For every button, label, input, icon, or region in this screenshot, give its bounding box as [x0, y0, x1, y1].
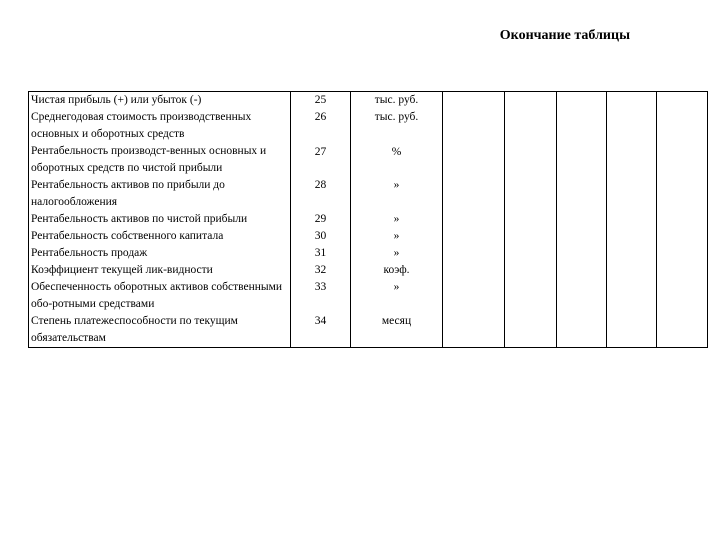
- data-cell: [505, 313, 557, 348]
- indicator-code: 33: [291, 279, 351, 313]
- data-cell: [607, 262, 657, 279]
- table-row: [29, 279, 708, 313]
- table-row: [29, 245, 708, 262]
- indicator-code: 29: [291, 211, 351, 228]
- indicator-unit: »: [351, 211, 443, 228]
- data-cell: [505, 228, 557, 245]
- indicator-code: 27: [291, 143, 351, 177]
- data-cell: [657, 211, 708, 228]
- data-cell: [607, 143, 657, 177]
- table-row: [29, 211, 708, 228]
- data-cell: [505, 279, 557, 313]
- indicator-unit: коэф.: [351, 262, 443, 279]
- data-cell: [607, 245, 657, 262]
- indicator-unit: тыс. руб.: [351, 92, 443, 110]
- data-cell: [607, 228, 657, 245]
- data-cell: [557, 228, 607, 245]
- data-cell: [607, 279, 657, 313]
- data-cell: [443, 262, 505, 279]
- table-row: [29, 109, 708, 143]
- indicator-name: Рентабельность производст-венных основных и оборотных средств по чистой прибыли: [29, 143, 291, 177]
- indicator-unit: »: [351, 245, 443, 262]
- data-cell: [557, 177, 607, 211]
- data-cell: [657, 313, 708, 348]
- indicator-code: 31: [291, 245, 351, 262]
- indicator-code: 28: [291, 177, 351, 211]
- data-cell: [505, 245, 557, 262]
- data-cell: [657, 177, 708, 211]
- table-row: [29, 262, 708, 279]
- data-cell: [443, 228, 505, 245]
- data-cell: [607, 313, 657, 348]
- indicator-name: Обеспеченность оборотных активов собственными обо-ротными средствами: [29, 279, 291, 313]
- data-cell: [657, 245, 708, 262]
- indicator-name: Рентабельность активов по прибыли до налогообложения: [29, 177, 291, 211]
- indicator-code: 32: [291, 262, 351, 279]
- indicator-name: Среднегодовая стоимость производственных основных и оборотных средств: [29, 109, 291, 143]
- table-row: [29, 177, 708, 211]
- data-cell: [607, 177, 657, 211]
- indicator-code: 34: [291, 313, 351, 348]
- data-cell: [557, 279, 607, 313]
- indicator-unit: »: [351, 228, 443, 245]
- table-caption: Окончание таблицы: [499, 28, 630, 43]
- data-cell: [505, 143, 557, 177]
- indicator-name: Коэффициент текущей лик-видности: [29, 262, 291, 279]
- data-cell: [443, 109, 505, 143]
- data-cell: [657, 92, 708, 110]
- table-row: [29, 313, 708, 348]
- indicator-unit: месяц: [351, 313, 443, 348]
- data-cell: [443, 211, 505, 228]
- data-cell: [505, 109, 557, 143]
- data-cell: [443, 143, 505, 177]
- indicator-unit: »: [351, 279, 443, 313]
- indicator-code: 26: [291, 109, 351, 143]
- data-cell: [505, 211, 557, 228]
- indicator-name: Рентабельность продаж: [29, 245, 291, 262]
- data-cell: [657, 109, 708, 143]
- data-cell: [505, 177, 557, 211]
- data-cell: [443, 177, 505, 211]
- table-row: [29, 228, 708, 245]
- table-row: [29, 92, 708, 110]
- data-cell: [557, 313, 607, 348]
- data-cell: [657, 262, 708, 279]
- data-cell: [657, 279, 708, 313]
- data-cell: [657, 143, 708, 177]
- indicators-table: [28, 91, 708, 348]
- data-cell: [657, 228, 708, 245]
- data-cell: [557, 143, 607, 177]
- data-cell: [443, 92, 505, 110]
- data-cell: [607, 92, 657, 110]
- indicator-code: 30: [291, 228, 351, 245]
- data-cell: [557, 92, 607, 110]
- data-cell: [557, 211, 607, 228]
- indicator-unit: тыс. руб.: [351, 109, 443, 143]
- indicator-unit: »: [351, 177, 443, 211]
- data-cell: [505, 262, 557, 279]
- data-cell: [443, 313, 505, 348]
- data-cell: [443, 245, 505, 262]
- indicator-name: Чистая прибыль (+) или убыток (-): [29, 92, 291, 110]
- indicator-name: Степень платежеспособности по текущим обязательствам: [29, 313, 291, 348]
- data-cell: [443, 279, 505, 313]
- data-cell: [557, 245, 607, 262]
- data-cell: [557, 262, 607, 279]
- data-cell: [607, 211, 657, 228]
- indicator-code: 25: [291, 92, 351, 110]
- indicator-name: Рентабельность активов по чистой прибыли: [29, 211, 291, 228]
- data-cell: [607, 109, 657, 143]
- data-cell: [557, 109, 607, 143]
- indicator-name: Рентабельность собственного капитала: [29, 228, 291, 245]
- indicator-unit: %: [351, 143, 443, 177]
- table-row: [29, 143, 708, 177]
- data-cell: [505, 92, 557, 110]
